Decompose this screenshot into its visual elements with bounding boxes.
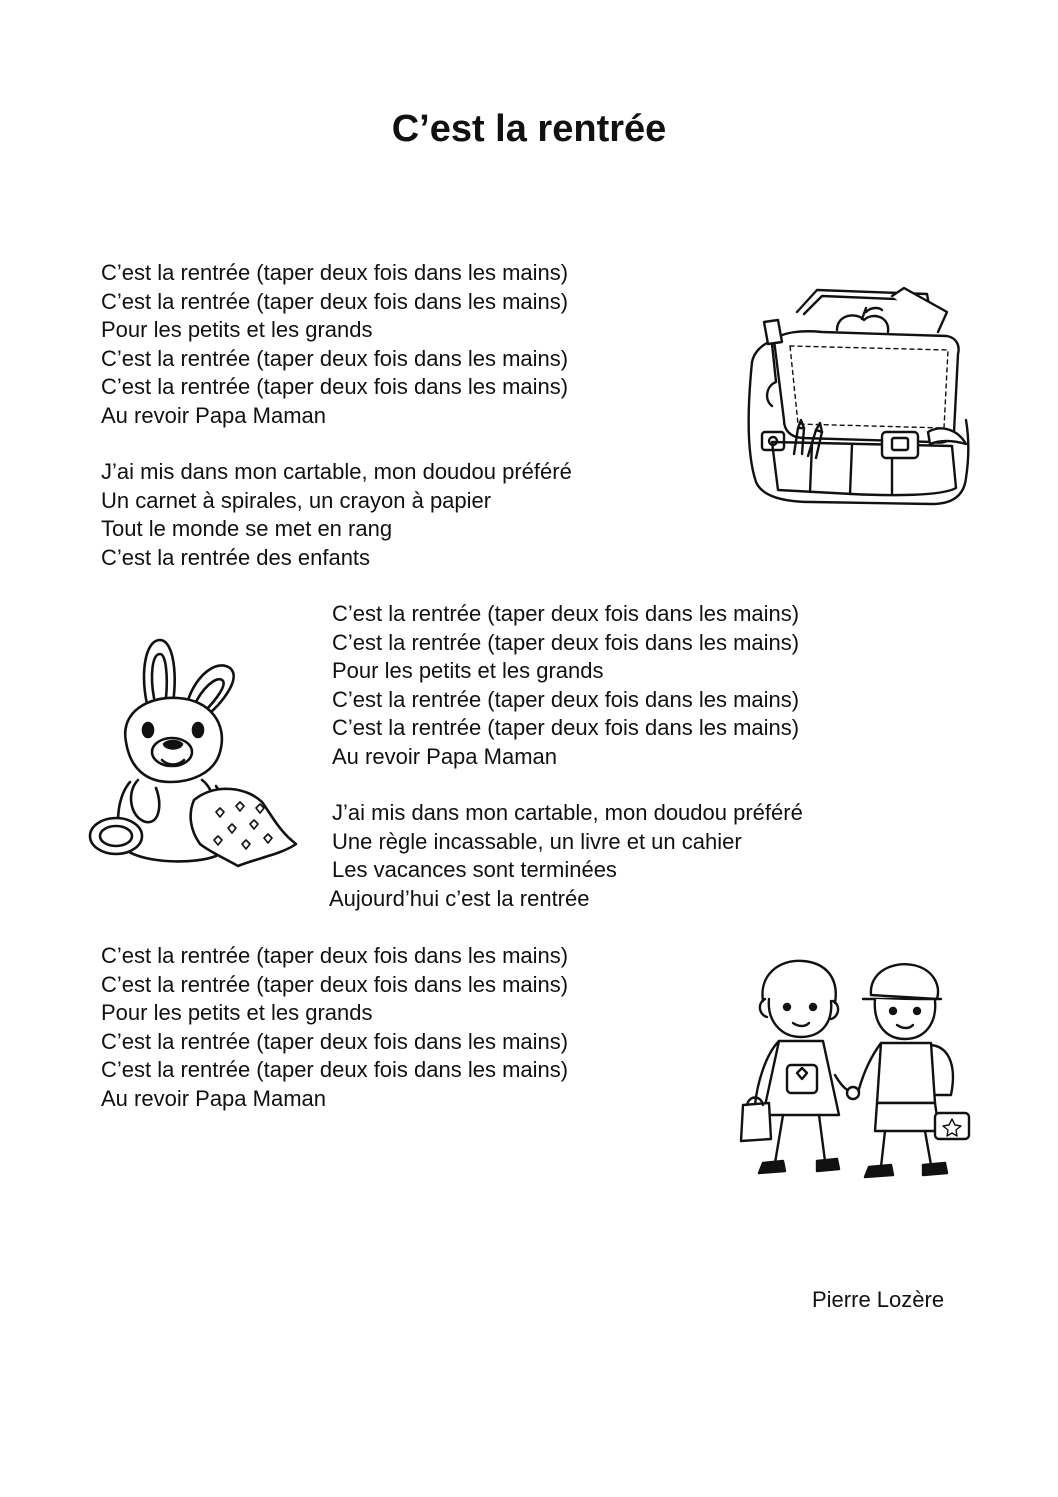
lyric-line: C’est la rentrée (taper deux fois dans les mains): [332, 629, 800, 655]
lyric-line: Une règle incassable, un livre et un cahier: [332, 828, 742, 854]
author-name: Pierre Lozère: [812, 1287, 945, 1312]
stanza-3: [332, 600, 799, 772]
lyric-line: Les vacances sont terminées: [332, 857, 617, 883]
lyric-line: C’est la rentrée des enfants: [101, 544, 371, 570]
lyric-line: J’ai mis dans mon cartable, mon doudou préféré: [101, 459, 572, 484]
lyric-line: C’est la rentrée (taper deux fois dans les mains): [332, 601, 800, 626]
lyric-line: Tout le monde se met en rang: [101, 516, 393, 542]
lyric-line: Un carnet à spirales, un crayon à papier: [101, 487, 492, 513]
lyric-line: C’est la rentrée (taper deux fois dans les mains): [101, 971, 569, 997]
lyric-line: Aujourd’hui c’est la rentrée: [329, 885, 590, 911]
children-walking-illustration: [735, 955, 975, 1193]
lyric-line: C’est la rentrée (taper deux fois dans les mains): [332, 715, 800, 741]
song-title: C’est la rentrée: [391, 108, 667, 150]
lyric-line: Au revoir Papa Maman: [101, 1085, 326, 1111]
stanza-2: [101, 458, 572, 572]
lyric-line: C’est la rentrée (taper deux fois dans les mains): [101, 260, 569, 285]
lyric-line: Au revoir Papa Maman: [332, 743, 557, 769]
lyric-line: C’est la rentrée (taper deux fois dans les mains): [101, 943, 569, 968]
lyric-line: Au revoir Papa Maman: [101, 402, 326, 428]
lyric-line: Pour les petits et les grands: [101, 1000, 373, 1026]
lyric-line: C’est la rentrée (taper deux fois dans les mains): [101, 345, 569, 371]
stanza-1: [101, 259, 568, 431]
lyric-line: Pour les petits et les grands: [101, 317, 373, 343]
lyric-line: C’est la rentrée (taper deux fois dans les mains): [332, 686, 800, 712]
schoolbag-illustration: [742, 282, 972, 514]
lyric-line: C’est la rentrée (taper deux fois dans les mains): [101, 1057, 569, 1083]
plush-bunny-illustration: [86, 632, 304, 872]
lyric-line: Pour les petits et les grands: [332, 658, 604, 684]
lyric-line: C’est la rentrée (taper deux fois dans les mains): [101, 288, 569, 314]
lyric-line: C’est la rentrée (taper deux fois dans les mains): [101, 374, 569, 400]
stanza-4: [329, 799, 803, 913]
lyric-line: J’ai mis dans mon cartable, mon doudou préféré: [332, 800, 803, 825]
lyric-line: C’est la rentrée (taper deux fois dans les mains): [101, 1028, 569, 1054]
stanza-5: [101, 942, 568, 1114]
